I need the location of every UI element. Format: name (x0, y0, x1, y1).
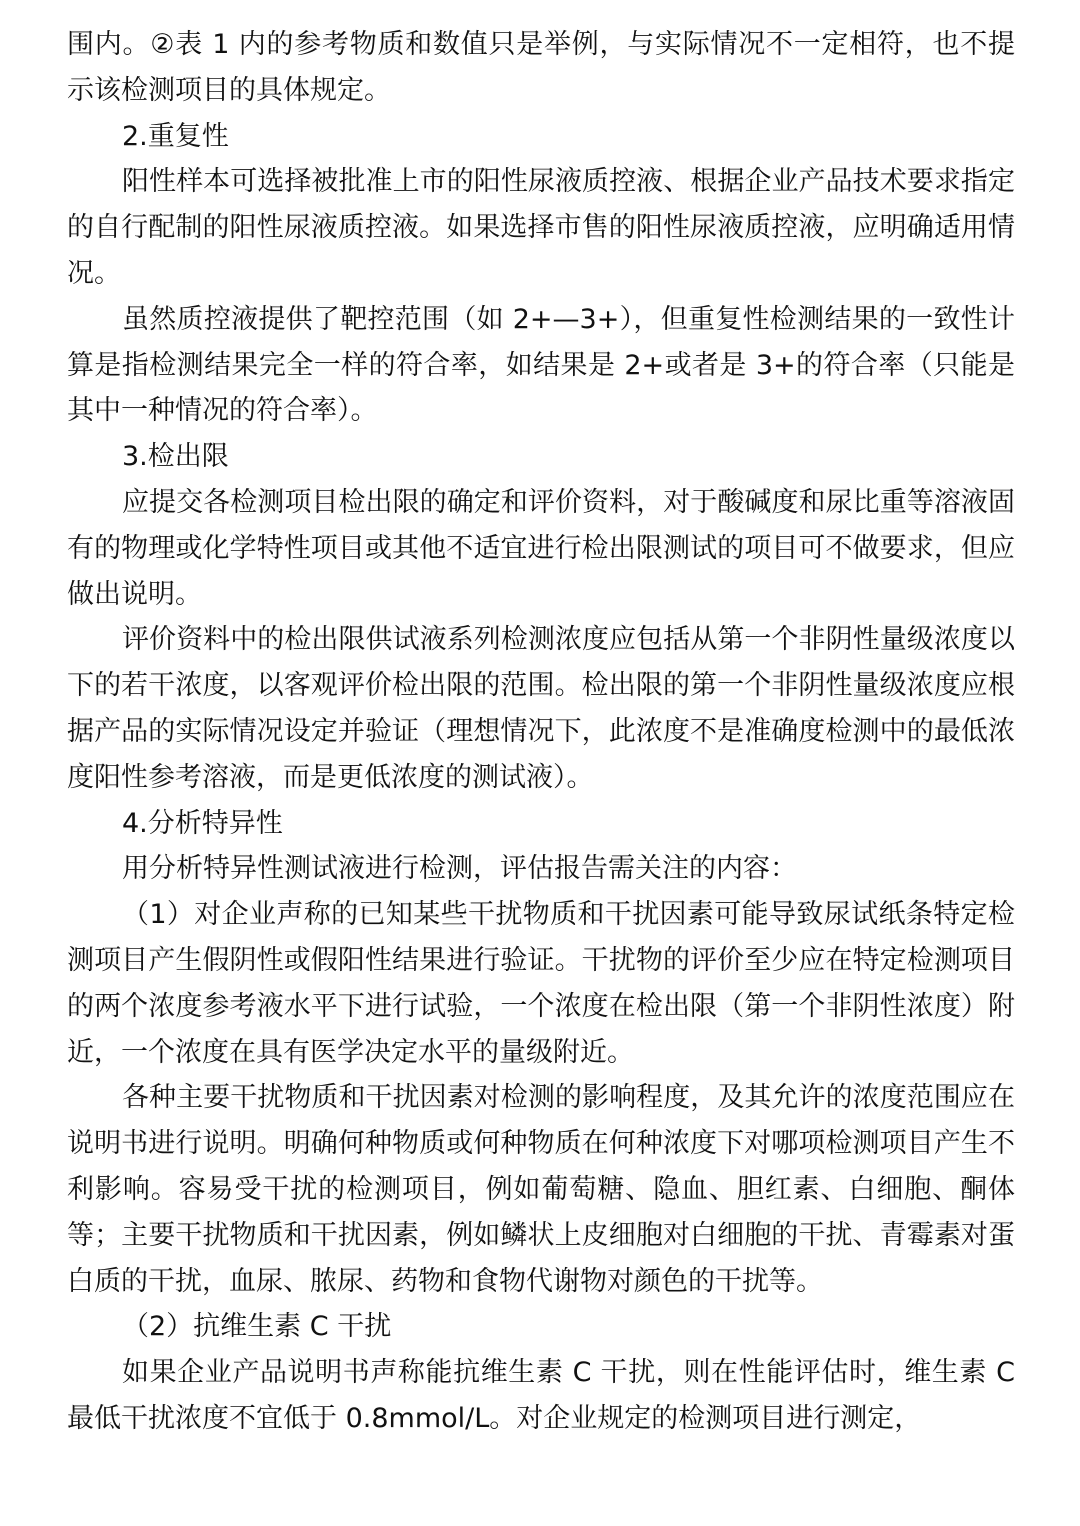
paragraph-specificity-intro: 用分析特异性测试液进行检测，评估报告需关注的内容： (122, 853, 797, 885)
paragraph-repeatability-calculation: 虽然质控液提供了靶控范围（如 2+—3+），但重复性检测结果的一致性计算是指检测结果完全一样的符合率，如结果是 2+或者是 3+的符合率（只能是其中一种情况的符合率）。 (67, 303, 1015, 427)
paragraph-specificity-interference-validation: （1）对企业声称的已知某些干扰物质和干扰因素可能导致尿试纸条特定检测项目产生假阴性或假阳性结果进行验证。干扰物的评价至少应在特定检测项目的两个浓度参考液水平下进行试验，一个浓度在检出限（第一个非阴性浓度）附近，一个浓度在具有医学决定水平的量级附近。 (67, 899, 1015, 1068)
section-heading-detection-limit: 3.检出限 (122, 441, 229, 473)
paragraph-detection-limit-materials: 应提交各检测项目检出限的确定和评价资料，对于酸碱度和尿比重等溶液固有的物理或化学特性项目或其他不适宜进行检出限测试的项目可不做要求，但应做出说明。 (67, 486, 1015, 610)
section-heading-repeatability: 2.重复性 (122, 120, 229, 152)
paragraph-vitamin-c-interference: 如果企业产品说明书声称能抗维生素 C 干扰，则在性能评估时，维生素 C 最低干扰浓度不宜低于 0.8mmol/L。对企业规定的检测项目进行测定， (67, 1357, 1015, 1434)
paragraph-repeatability-samples: 阳性样本可选择被批准上市的阳性尿液质控液、根据企业产品技术要求指定的自行配制的阳性尿液质控液。如果选择市售的阳性尿液质控液，应明确适用情况。 (67, 166, 1015, 289)
subsection-heading-vitamin-c: （2）抗维生素 C 干扰 (122, 1311, 392, 1343)
paragraph-specificity-interference-effects: 各种主要干扰物质和干扰因素对检测的影响程度，及其允许的浓度范围应在说明书进行说明。明确何种物质或何种物质在何种浓度下对哪项检测项目产生不利影响。容易受干扰的检测项目，例如葡萄糖、隐血、胆红素、白细胞、酮体等；主要干扰物质和干扰因素，例如鳞状上皮细胞对白细胞的干扰、青霉素对蛋白质的干扰，血尿、脓尿、药物和食物代谢物对颜色的干扰等。 (67, 1082, 1015, 1297)
paragraph-detection-limit-concentrations: 评价资料中的检出限供试液系列检测浓度应包括从第一个非阴性量级浓度以下的若干浓度，以客观评价检出限的范围。检出限的第一个非阴性量级浓度应根据产品的实际情况设定并验证（理想情况下，此浓度不是准确度检测中的最低浓度阳性参考溶液，而是更低浓度的测试液）。 (67, 624, 1015, 793)
paragraph-continuation: 围内。②表 1 内的参考物质和数值只是举例，与实际情况不一定相符，也不提示该检测项目的具体规定。 (67, 29, 1015, 106)
section-heading-analytical-specificity: 4.分析特异性 (122, 807, 283, 839)
document-page (67, 22, 1015, 1442)
